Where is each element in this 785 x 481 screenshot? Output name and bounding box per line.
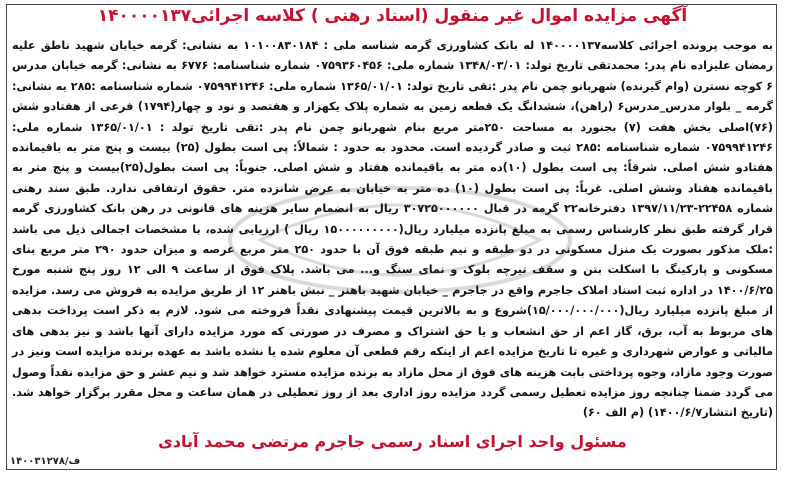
ad-code: ۱۴۰۰۳۱۲۷۸/ف	[10, 456, 81, 467]
signature-line: مسئول واحد اجرای اسناد رسمی جاجرم مرتضی محمد آبادی	[158, 432, 627, 451]
ad-paragraph: به موجب پرونده اجرائی کلاسه۱۴۰۰۰۰۱۳۷ له بانک کشاورزی گرمه شناسه ملی : ۱۰۱۰۰۸۳۰۱۸۴ به نشانی: گرمه خیابان شهید ناطق علیه رمضان علیزاده نام پدر: محمدتقی تاریخ تولد: ۱۳۴۸/۰۳/۰۱ شماره ملی: ۰۷۵۹۳۶۰۴۵۶ شماره شناسنامه: ۶۷۷۶ به نشانی: گرمه خیابان مدرس ۶ کوچه نسترن (وام گیرنده) شهربانو چمن نام پدر :تقی تاریخ تولد: ۱۳۶۵/۰۱/۰۱ شماره ملی: ۰۷۵۹۹۴۱۲۴۶ شماره شناسنامه :۲۸۵ به نشانی: گرمه _ بلوار مدرس_مدرس۶ (راهن)، ششدانگ یک قطعه زمین به شماره پلاک یکهزار و هفتصد و نود و چهار(۱۷۹۴) فرعی از هفتادو شش (۷۶)اصلی بخش هفت (۷) بجنورد به مساحت ۲۵۰متر مربع بنام شهربانو چمن نام پدر :تقی تاریخ تولد : ۱۳۶۵/۰۱/۰۱ شماره ملی: ۰۷۵۹۹۴۱۲۴۶ شماره شناسنامه :۲۸۵ ثبت و صادر گردیده است. محدود به حدود : شمالاً: پی است بطول (۲۵) بیست و پنج متر به باقیمانده هفتادو شش اصلی. شرقاً: پی است بطول (۱۰)ده متر به باقیمانده هفتاد و شش اصلی. جنوباً: پی است بطول(۲۵)بیست و پنج متر به باقیمانده هفتاد وشش اصلی. غرباً: پی است بطول (۱۰) ده متر به خیابان به عرض شانزده متر. حقوق ارتفاقی ندارد. طبق سند رهنی شماره ۲۲۴۵۸-۱۳۹۷/۱۱/۲۳ دفترخانه۲۲ گرمه در قبال ۳۰۷۲۵۰۰۰۰۰۰ ریال به انضمام سایر هزینه های قانونی در رهن بانک کشاورزی گرمه قرار گرفته طبق نظر کارشناس رسمی به مبلغ پانزده میلیارد ریال(۱۵۰۰۰۰۰۰۰۰۰ ریال ) ارزیابی شده، با مشخصات اجمالی ذیل می باشد :ملک مذکور بصورت یک منزل مسکونی در دو طبقه و نیم طبقه فوق آن با حدود ۲۵۰ متر مربع عرصه و میزان حدود ۲۹۰ متر مربع بنای مسکونی و پارکینگ با اسکلت بتن و سقف تیرچه بلوک و نمای سنگ و... می باشد. پلاک فوق از ساعت ۹ الی ۱۲ روز پنج شنبه مورخ ۱۴۰۰/۶/۲۵ در اداره ثبت اسناد املاک جاجرم واقع در جاجرم _ خیابان شهید باهنر _ نبش باهنر ۱۲ از طریق مزایده به فروش می رسد. مزایده از مبلغ پانزده میلیارد ریال(۱۵/۰۰۰/۰۰۰/۰۰۰)شروع و به بالاترین قیمت پیشنهادی نقداً فروخته می شود. لازم به ذکر است پرداخت بدهی های مربوط به آب، برق، گاز اعم از حق انشعاب و یا حق اشتراک و مصرف در صورتی که مورد مزایده دارای آنها باشد و نیز بدهی های مالیاتی و عوارض شهرداری و غیره تا تاریخ مزایده اعم از اینکه رقم قطعی آن معلوم شده یا نشده باشد به عهده برنده مزایده است ونیز در صورت وجود مازاد، وجوه پرداختی بابت هزینه های فوق از محل مازاد به برنده مزایده مسترد خواهد شد و نیم عشر و حق مزایده نقداً وصول می گردد ضمنا چنانچه روز مزایده تعطیل رسمی گردد مزایده روز اداری بعد از روز تعطیلی در همان ساعت و محل مقرر برگزار خواهد شد. (تاریخ انتشار۱۴۰۰/۶/۷) (م الف ۶۰)	[12, 39, 774, 420]
ad-body	[12, 36, 773, 424]
ad-title: آگهی مزایده اموال غیر منقول (اسناد رهنی ) کلاسه اجرائی۱۴۰۰۰۰۱۳۷	[97, 6, 688, 26]
